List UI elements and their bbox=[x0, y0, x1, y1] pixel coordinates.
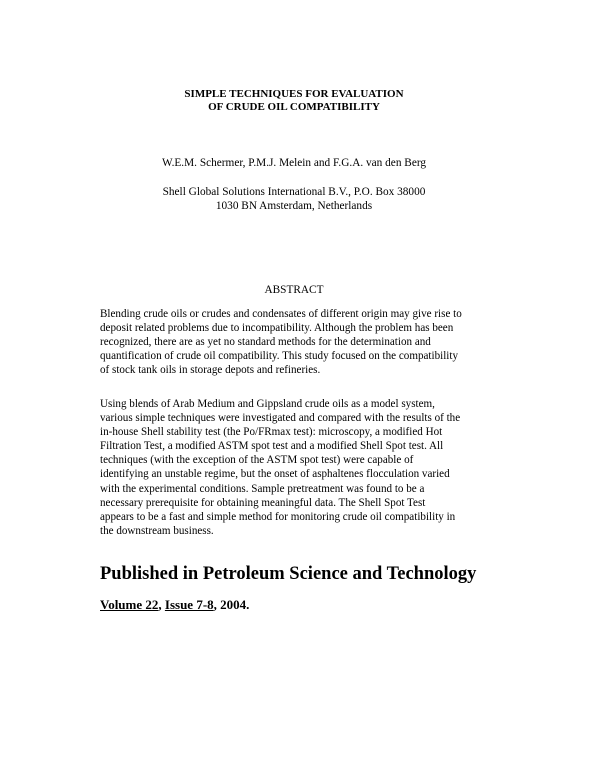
abstract-heading: ABSTRACT bbox=[264, 284, 324, 296]
text-line: techniques (with the exception of the ASTM spot test) were capable of bbox=[100, 454, 414, 467]
text-line: Blending crude oils or crudes and condensates of different origin may give rise to bbox=[100, 308, 462, 320]
text-line: of stock tank oils in storage depots and refineries. bbox=[100, 364, 321, 377]
abstract-paragraph-1 bbox=[100, 307, 500, 377]
author-list: W.E.M. Schermer, P.M.J. Melein and F.G.A. van den Berg bbox=[161, 157, 427, 169]
affiliation-line-1: Shell Global Solutions International B.V., P.O. Box 38000 bbox=[162, 186, 426, 198]
citation-year: , 2004. bbox=[213, 597, 250, 612]
text-line: appears to be a fast and simple method for monitoring crude oil compatibility in bbox=[100, 510, 456, 523]
publication-heading: Published in Petroleum Science and Technology bbox=[100, 564, 477, 584]
text-line: various simple techniques were investigated and compared with the results of the bbox=[100, 412, 461, 425]
issue-link[interactable]: Issue 7-8 bbox=[164, 597, 214, 612]
citation-separator: , bbox=[158, 597, 165, 612]
volume-link[interactable]: Volume 22 bbox=[100, 597, 159, 612]
abstract-paragraph-2 bbox=[100, 397, 500, 538]
affiliation-line-2: 1030 BN Amsterdam, Netherlands bbox=[215, 200, 373, 212]
text-line: in-house Shell stability test (the Po/FRmax test): microscopy, a modified Hot bbox=[100, 426, 443, 439]
text-line: deposit related problems due to incompatibility. Although the problem has been bbox=[100, 322, 454, 335]
text-line: Filtration Test, a modified ASTM spot test and a modified Shell Spot test. All bbox=[100, 440, 444, 453]
text-line: Using blends of Arab Medium and Gippsland crude oils as a model system, bbox=[100, 398, 435, 410]
text-line: the downstream business. bbox=[100, 524, 214, 537]
text-line: necessary prerequisite for obtaining meaningful data. The Shell Spot Test bbox=[100, 496, 426, 509]
paper-title-line-2: OF CRUDE OIL COMPATIBILITY bbox=[208, 101, 380, 113]
text-line: with the experimental conditions. Sample pretreatment was found to be a bbox=[100, 482, 425, 495]
citation-line bbox=[100, 597, 249, 613]
paper-title-line-1: SIMPLE TECHNIQUES FOR EVALUATION bbox=[184, 88, 404, 100]
text-line: recognized, there are as yet no standard methods for the determination and bbox=[100, 336, 431, 349]
text-line: quantification of crude oil compatibility. This study focused on the compatibility bbox=[100, 350, 459, 363]
text-line: identifying an unstable regime, but the onset of asphaltenes flocculation varied bbox=[100, 468, 450, 481]
